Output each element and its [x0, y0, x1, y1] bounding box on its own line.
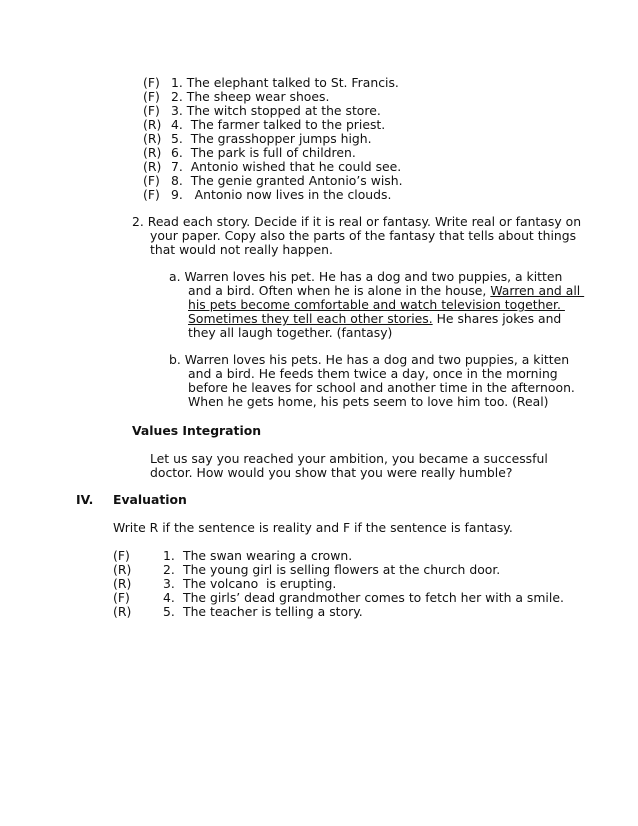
story-a-line: Sometimes they tell each other stories. He shares jokes and — [188, 311, 562, 326]
part1-item: (F) 1. The elephant talked to St. Francis. — [143, 75, 399, 90]
story-b-line: When he gets home, his pets seem to love him too. (Real) — [188, 394, 549, 409]
instruction-2-line: 2. Read each story. Decide if it is real or fantasy. Write real or fantasy on — [132, 214, 582, 229]
fantasy-underline: Warren and all — [490, 283, 585, 298]
evaluation-heading: Evaluation — [113, 492, 187, 507]
part1-item: (R) 6. The park is full of children. — [143, 145, 356, 160]
part1-item: (R) 7. Antonio wished that he could see. — [143, 159, 402, 174]
fantasy-underline: Sometimes they tell each other stories. — [188, 311, 433, 326]
values-line: doctor. How would you show that you were really humble? — [150, 465, 513, 480]
part1-item: (F) 9. Antonio now lives in the clouds. — [143, 187, 392, 202]
instruction-2-line: your paper. Copy also the parts of the fantasy that tells about things — [150, 228, 577, 243]
story-a-line: a. Warren loves his pet. He has a dog and two puppies, a kitten — [169, 269, 563, 284]
evaluation-instruction: Write R if the sentence is reality and F if the sentence is fantasy. — [113, 520, 513, 535]
part1-item: (F) 8. The genie granted Antonio’s wish. — [143, 173, 403, 188]
evaluation-item: (R) 5. The teacher is telling a story. — [113, 604, 363, 619]
evaluation-item: (F) 4. The girls’ dead grandmother comes to fetch her with a smile. — [113, 590, 564, 605]
story-b-line: b. Warren loves his pets. He has a dog and two puppies, a kitten — [169, 352, 570, 367]
story-a-line: they all laugh together. (fantasy) — [188, 325, 393, 340]
fantasy-underline: his pets become comfortable and watch television together. — [188, 297, 565, 312]
part1-item: (R) 5. The grasshopper jumps high. — [143, 131, 372, 146]
story-a-line: and a bird. Often when he is alone in the house, Warren and all — [188, 283, 585, 298]
part1-item: (F) 2. The sheep wear shoes. — [143, 89, 330, 104]
section-roman-numeral: IV. — [76, 492, 94, 507]
evaluation-item: (F) 1. The swan wearing a crown. — [113, 548, 353, 563]
instruction-2-line: that would not really happen. — [150, 242, 333, 257]
story-b-line: before he leaves for school and another time in the afternoon. — [188, 380, 575, 395]
story-b-line: and a bird. He feeds them twice a day, once in the morning — [188, 366, 558, 381]
values-heading: Values Integration — [132, 423, 262, 438]
evaluation-item: (R) 2. The young girl is selling flowers at the church door. — [113, 562, 501, 577]
story-a-line — [188, 298, 565, 312]
part1-item: (F) 3. The witch stopped at the store. — [143, 103, 381, 118]
part1-item: (R) 4. The farmer talked to the priest. — [143, 117, 386, 132]
evaluation-item: (R) 3. The volcano is erupting. — [113, 576, 337, 591]
values-line: Let us say you reached your ambition, you became a successful — [150, 451, 548, 466]
